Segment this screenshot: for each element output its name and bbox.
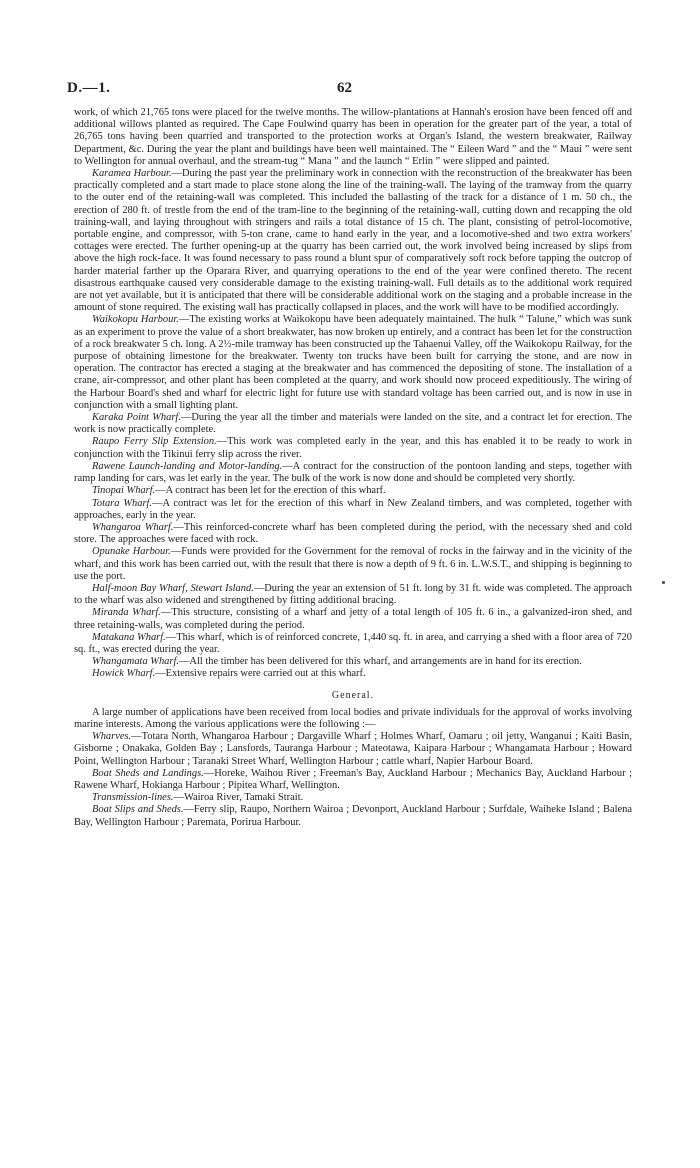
report-body: [74, 107, 632, 829]
paragraph-title: Boat Slips and Sheds.: [92, 804, 184, 816]
paragraph-text: —Wairoa River, Tamaki Strait.: [173, 792, 304, 804]
paragraph-text: —Funds were provided for the Government for the removal of rocks in the fairway and in the vicinity of the wharf, and this work has been carried out, with the result that there is now a depth of 9 ft. 6 in. L.W.S.T., and shipping is beginning to use the port.: [74, 546, 633, 582]
paragraph: [74, 498, 632, 522]
paragraph: [74, 546, 632, 583]
paragraph-text: —This reinforced-concrete wharf has been completed during the period, with the necessary shed and cold store. The approaches were faced with rock.: [74, 521, 632, 546]
paragraph-text: —A contract was let for the erection of this wharf in New Zealand timbers, and was completed, together with approaches, early in the year.: [74, 497, 632, 521]
paragraph: [74, 461, 632, 485]
paragraph: [74, 656, 632, 668]
paragraph-title: Whangaroa Wharf.: [92, 521, 174, 533]
section-heading-text: General.: [331, 689, 375, 701]
paragraph-title: Boat Sheds and Landings.: [92, 767, 204, 779]
paragraph-text: —A contract for the construction of the pontoon landing and steps, together with ramp landing for cars, was let early in the year. The bulk of the work is now done and should be completed very shortly.: [74, 460, 632, 485]
page-header: [67, 80, 633, 96]
paragraph-text: —During the year all the timber and materials were landed on the site, and a contract let for erection. The work is now practically complete.: [74, 412, 632, 436]
paragraph: [74, 412, 632, 436]
paragraph-title: Rawene Launch-landing and Motor-landing.: [92, 460, 283, 472]
paragraph-title: Howick Wharf.: [92, 668, 156, 680]
paragraph-text: A large number of applications have been received from local bodies and private individuals for the approval of works involving marine interests. Among the various applications were the following :—: [74, 706, 632, 730]
paragraph-title: Half-moon Bay Wharf, Stewart Island.: [92, 582, 254, 594]
paragraph-title: Wharves.: [92, 731, 132, 743]
paragraph-title: Karamea Harbour.: [92, 168, 172, 180]
paragraph-text: —Horeke, Waihou River ; Freeman's Bay, Auckland Harbour ; Mechanics Bay, Auckland Harbour ; Rawene Wharf, Hokianga Harbour ; Pipitea Wharf, Wellington.: [74, 767, 632, 791]
paragraph-text: —The existing works at Waikokopu have been adequately maintained. The hulk “ Talune,” which was sunk as an experiment to prove the value of a short breakwater, has now broken up entirely, and a contract has been let for the construction of a rock breakwater 5 ch. long. A 2½-mile tramway has been constructed up the Tahaenui Valley, off the Waikokopu Railway, for the purpose of obtaining limestone for the breakwater. Twenty ton trucks have been built for carrying the stone, and are now in operation. The contractor has erected a staging at the breakwater and has commenced the depositing of stone. The installation of a crane, air-compressor, and other plant has been completed at the quarry, and work should now proceed expeditiously. The wiring of the Harbour Board's shed and wharf for electric light for future use with standard voltage has been carried out, and is now in use in conjunction with a small lighting plant.: [74, 314, 632, 411]
paragraph-text: —This structure, consisting of a wharf and jetty of a total length of 105 ft. 6 in., a galvanized-iron shed, and three retaining-walls, was completed during the period.: [74, 607, 633, 631]
paragraph: [74, 522, 632, 546]
page-number: 62: [337, 80, 352, 96]
paragraph-text: —All the timber has been delivered for this wharf, and arrangements are in hand for its erection.: [178, 656, 582, 668]
paragraph: [74, 792, 632, 804]
paragraph: [74, 107, 632, 168]
paragraph: [74, 485, 632, 497]
paragraph: [74, 707, 632, 731]
paragraph: [74, 436, 632, 460]
paragraph-title: Whangamata Wharf.: [92, 656, 179, 668]
paragraph-text: —During the year an extension of 51 ft. long by 31 ft. wide was completed. The approach to the wharf was also widened and strengthened by fitting additional bracing.: [74, 582, 632, 607]
paragraph-title: Matakana Wharf.: [92, 631, 166, 643]
paragraph: [74, 668, 632, 680]
paragraph: [74, 168, 632, 314]
paragraph-title: Raupo Ferry Slip Extension.: [92, 436, 217, 448]
paragraph: [74, 314, 632, 412]
paragraph-title: Miranda Wharf.: [92, 607, 161, 619]
paragraph-title: Opunake Harbour.: [92, 546, 171, 558]
paragraph: [74, 731, 632, 768]
paragraph-text: —Extensive repairs were carried out at this wharf.: [155, 668, 366, 680]
paragraph-title: Transmission-lines.: [92, 792, 174, 804]
margin-mark: [662, 581, 665, 584]
paragraph-title: Totara Wharf.: [92, 497, 153, 509]
paragraph-text: —Ferry slip, Raupo, Northern Wairoa ; Devonport, Auckland Harbour ; Surfdale, Waiheke Island ; Balena Bay, Wellington Harbour ; Paremata, Porirua Harbour.: [74, 804, 632, 828]
paragraph: [74, 607, 632, 631]
paragraph: [74, 768, 632, 792]
paragraph-text: work, of which 21,765 tons were placed for the twelve months. The willow-plantations at Hannah's erosion have been fenced off and additional willows planted as required. The Cape Foulwind quarry has been in operation for the greater part of the year, a total of 26,765 tons having been quarried and transported to the protection works at Organ's Island, the western breakwater, Railway Department, &c. During the year the plant and buildings have been well maintained. The “ Eileen Ward ” and the “ Maui ” were sent to Wellington for annual overhaul, and the stream-tug “ Mana ” and the launch “ Erlin ” were slipped and painted.: [74, 107, 632, 167]
paragraph-text: —This wharf, which is of reinforced concrete, 1,440 sq. ft. in area, and carrying a shed with a floor area of 720 sq. ft., was erected during the year.: [74, 631, 632, 655]
paragraph-text: —During the past year the preliminary work in connection with the reconstruction of the breakwater has been practically completed and a start made to place stone along the line of the training-wall. The laying of the tramway from the quarry to the outer end of the retaining-wall was completed. This included the ballasting of the track for a distance of 1 m. 50 ch., the erection of 280 ft. of trestle from the end of the tram-line to the beginning of the retaining-wall, cutting down and recapping the old training-wall, and laying throughout with stringers and rails a total distance of 15 ch. The plant, consisting of petrol-locomotive, portable engine, and compressor, with 5-ton crane, came to hand early in the year, and a locomotive-shed and two extra workers' cottages were erected. The further opening-up at the quarry has been carried out, the work involved being increased by slips from above the high rock-face. It was found necessary to pass round a blunt spur of comparatively soft rock before tapping the outcrop of harder material farther up the Oparara River, and quarrying operations to the end of the year were confined thereto. The recent disastrous earthquake caused very considerable damage to the existing training-wall. Full details as to the additional work required are not yet available, but it is anticipated that there will be considerable additional work on the staging and a probable increase in the amount of stone required. The existing wall has practically collapsed in places, and the work will have to be modified accordingly.: [74, 168, 632, 314]
paragraph: [74, 632, 632, 656]
document-reference: D.—1.: [67, 80, 111, 96]
paragraph-text: —Totara North, Whangaroa Harbour ; Dargaville Wharf ; Holmes Wharf, Oamaru ; oil jetty, Wanganui ; Kaiti Basin, Gisborne ; Onakaka, Golden Bay ; Lansfords, Tauranga Harbour ; Mateotawa, Kaipara Harbour ; Whangamata Harbour ; Howard Point, Wellington Harbour ; Taranaki Street Wharf, Wellington Harbour ; cattle wharf, Napier Harbour Board.: [74, 731, 632, 767]
paragraph-title: Waikokopu Harbour.: [92, 314, 179, 326]
paragraph: [74, 583, 632, 607]
paragraph: [74, 804, 632, 828]
paragraph-text: —A contract has been let for the erection of this wharf.: [155, 485, 386, 497]
paragraph-text: —This work was completed early in the year, and this has enabled it to be ready to work in conjunction with the Tikinui ferry slip across the river.: [74, 436, 633, 460]
paragraph-title: Karaka Point Wharf.: [92, 412, 181, 424]
paragraph-title: Tinopai Wharf.: [92, 485, 156, 497]
section-heading: [74, 690, 632, 702]
